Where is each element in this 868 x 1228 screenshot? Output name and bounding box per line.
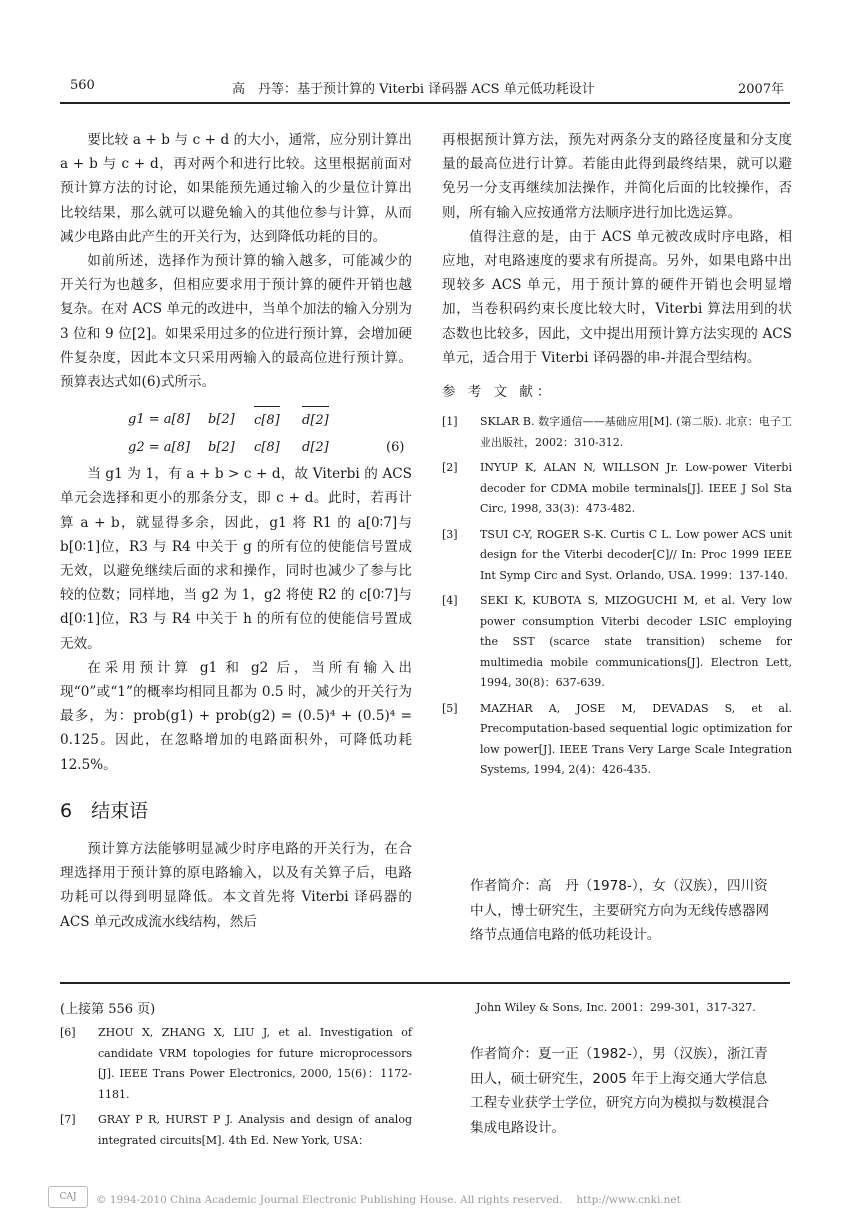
- eq-number: (6): [386, 440, 405, 456]
- reference-continuation: John Wiley & Sons, Inc. 2001：299-301，317-327.: [476, 1001, 756, 1014]
- eq-g1-d: d[2]: [302, 406, 329, 433]
- section-heading: 6 结束语: [60, 799, 149, 822]
- paragraph: 预计算方法能够明显减少时序电路的开关行为，在合理选择用于预计算的原电路输入，以及有关算子后，电路功耗可以得到明显降低。本文首先将 Viterbi 译码器的 ACS 单元改成流水线结构，然后: [60, 841, 412, 930]
- reference-item: [1] SKLAR B. 数字通信——基础应用[M]. (第二版). 北京：电子工业出版社，2002：310-312.: [442, 415, 792, 449]
- reference-item: [3] TSUI C-Y, ROGER S-K. Curtis C L. Low power ACS unit design for the Viterbi decoder[C]// In: Proc 1999 IEEE Int Symp Circ and Syst. Orlando, USA. 1999：137-140.: [442, 527, 792, 582]
- reference-item: [4] SEKI K, KUBOTA S, MIZOGUCHI M, et al. Very low power consumption Viterbi decoder LSIC employing the SST (scarce state transition) scheme for multimedia mobile communications[J]. Electron Lett, 1994, 30(8)：637-639.: [442, 594, 792, 690]
- section-divider: [60, 982, 790, 984]
- reference-item: [7] GRAY P R, HURST P J. Analysis and design of analog integrated circuits[M]. 4th Ed. New York, USA：: [60, 1113, 412, 1147]
- reference-item: [6] ZHOU X, ZHANG X, LIU J, et al. Investigation of candidate VRM topologies for future microprocessors [J]. IEEE Trans Power Electronics, 2000, 15(6)：1172-1181.: [60, 1026, 412, 1101]
- header-rule: [60, 102, 790, 104]
- year: 2007年: [738, 82, 785, 97]
- right-column: [442, 128, 792, 786]
- eq-g2-b: b[2]: [208, 440, 235, 456]
- continued-reference-list: [60, 1023, 412, 1151]
- paragraph: 当 g1 为 1，有 a + b > c + d，故 Viterbi 的 ACS 单元会选择和更小的那条分支，即 c + d。此时，若再计算 a + b，就显得多余，因此，g1 将 R1 的 a[0∶7]与 b[0∶1]位，R3 与 R4 中关于 g 的所有位的使能信号置成无效，以避免继续后面的求和操作，同时也减少了参与比较的位数；同样地，当 g2 为 1，g2 将使 R2 的 c[0∶7]与 d[0∶1]位，R3 与 R4 中关于 h 的所有位的使能信号置成无效。: [60, 466, 412, 652]
- copyright-footer: © 1994-2010 China Academic Journal Electronic Publishing House. All rights reserved. http://www.cnki.net: [96, 1194, 681, 1206]
- references-title: 参 考 文 献：: [442, 384, 555, 401]
- eq-g1-b: b[2]: [208, 412, 235, 428]
- author-bio: 作者简介：高 丹（1978-），女（汉族），四川资中人，博士研究生，主要研究方向为无线传感器网络节点通信电路的低功耗设计。: [470, 878, 770, 943]
- reference-item: [2] INYUP K, ALAN N, WILLSON Jr. Low-power Viterbi decoder for CDMA mobile terminals[J]. IEEE J Sol Sta Circ, 1998, 33(3)：473-482.: [442, 461, 792, 516]
- paragraph: 值得注意的是，由于 ACS 单元被改成时序电路，相应地，对电路速度的要求有所提高。另外，如果电路中出现较多 ACS 单元，用于预计算的硬件开销也会明显增加，当卷积码约束长度比较大时，Viterbi 算法用到的状态数也比较多，因此，文中提出用预计算方法实现的 ACS 单元，适合用于 Viterbi 译码器的串-并混合型结构。: [442, 228, 792, 366]
- eq-g2-lhs: g2 = a[8]: [128, 440, 190, 456]
- running-title: 高 丹等：基于预计算的 Viterbi 译码器 ACS 单元低功耗设计: [232, 82, 595, 97]
- cnki-logo-icon: CAJ: [48, 1186, 88, 1208]
- continued-block: [60, 998, 412, 1156]
- paragraph: 再根据预计算方法，预先对两条分支的路径度量和分支度量的最高位进行计算。若能由此得到最终结果，就可以避免另一分支再继续加法操作，并简化后面的比较操作，否则，所有输入应按通常方法顺序进行加比选运算。: [442, 132, 792, 221]
- page-number: 560: [70, 78, 95, 93]
- reference-list: [442, 412, 792, 781]
- eq-g2-d: d[2]: [302, 440, 329, 456]
- author-bio-2: 作者简介：夏一正（1982-），男（汉族），浙江青田人，硕士研究生，2005 年于上海交通大学信息工程专业获学士学位，研究方向为模拟与数模混合集成电路设计。: [470, 1046, 770, 1136]
- eq-g2-c: c[8]: [254, 440, 280, 456]
- paragraph: 要比较 a + b 与 c + d 的大小，通常，应分别计算出 a + b 与 c + d，再对两个和进行比较。这里根据前面对预计算方法的讨论，如果能预先通过输入的少量位计算出比较结果，那么就可以避免输入的其他位参与计算，从而减少电路由此产生的开关行为，达到降低功耗的目的。: [60, 132, 412, 245]
- reference-item: [5] MAZHAR A, JOSE M, DEVADAS S, et al. Precomputation-based sequential logic optimization for low power[J]. IEEE Trans Very Large Scale Integration Systems, 1994, 2(4)：426-435.: [442, 701, 792, 777]
- paragraph: 如前所述，选择作为预计算的输入越多，可能减少的开关行为也越多，但相应要求用于预计算的硬件开销也越复杂。在对 ACS 单元的改进中，当单个加法的输入分别为 3 位和 9 位[2]。如果采用过多的位进行预计算，会增加硬件复杂度，因此本文只采用两输入的最高位进行预计算。预算表达式如(6)式所示。: [60, 253, 412, 391]
- eq-g1-c: c[8]: [254, 406, 280, 433]
- equation-6: [60, 402, 412, 458]
- eq-g1-lhs: g1 = a[8]: [128, 412, 190, 428]
- paragraph: 在采用预计算 g1 和 g2 后，当所有输入出现“0”或“1”的概率均相同且都为 0.5 时，减少的开关行为最多，为：prob(g1) + prob(g2) = (0.5)⁴ + (0.5)⁴ = 0.125。因此，在忽略增加的电路面积外，可降低功耗 12.5%。: [60, 659, 412, 773]
- continued-note: (上接第 556 页): [60, 1002, 156, 1017]
- left-column: [60, 128, 412, 934]
